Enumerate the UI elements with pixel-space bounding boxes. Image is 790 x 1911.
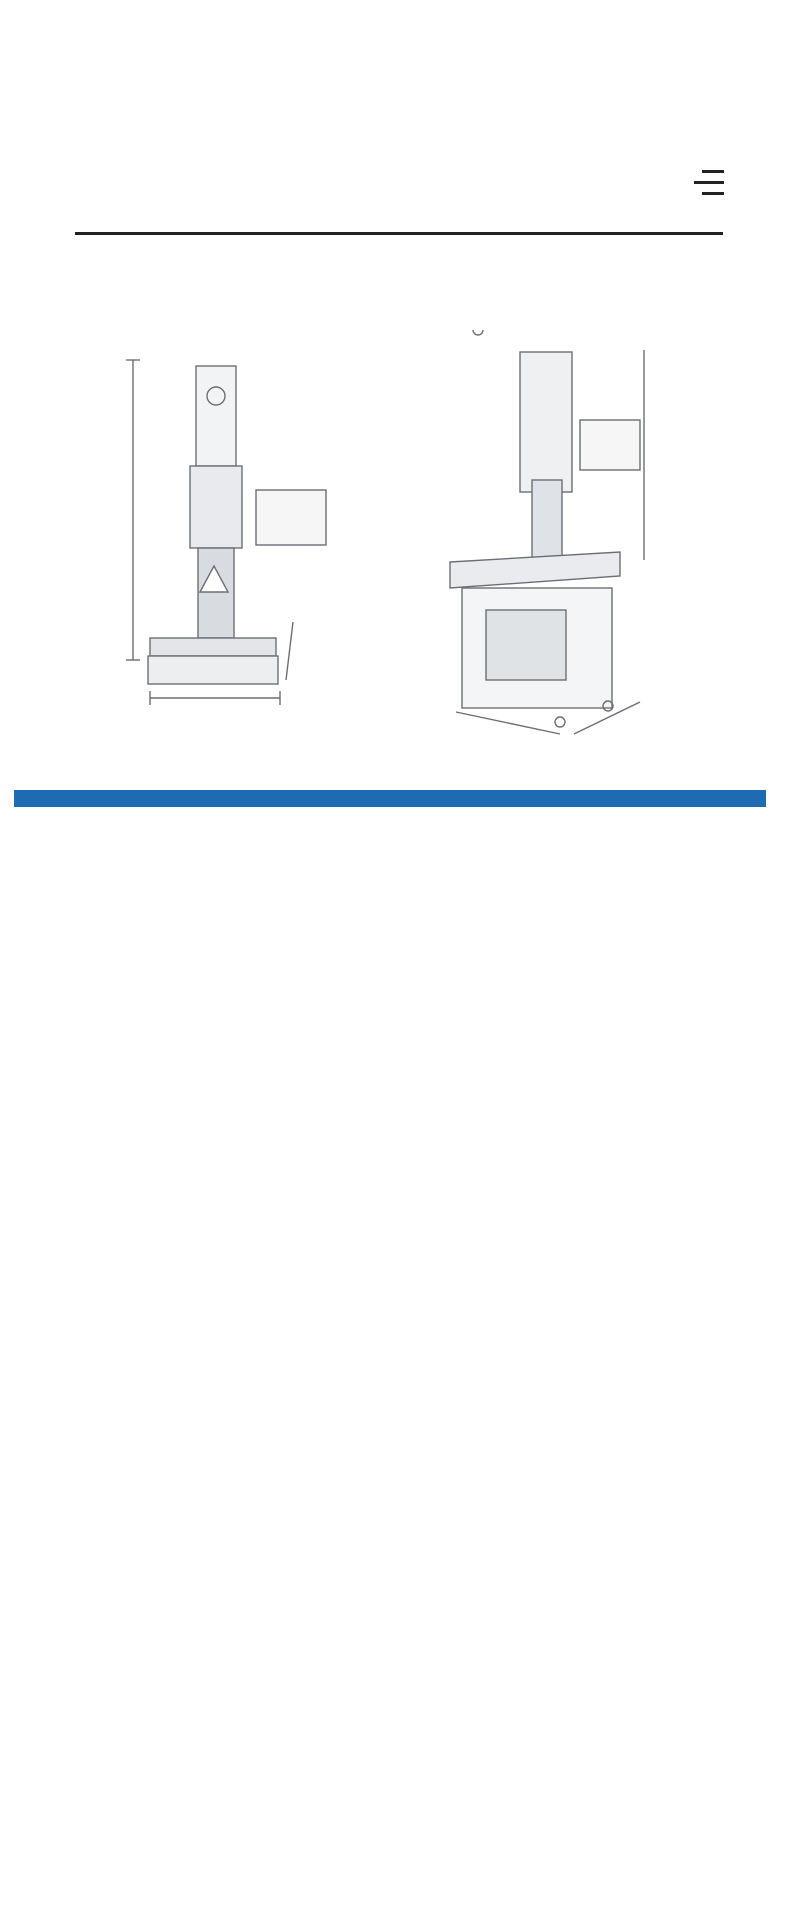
left-machine-drawing <box>126 360 326 705</box>
model-column-header <box>576 790 671 808</box>
table-header-label <box>14 790 196 808</box>
table-header-row <box>14 790 766 808</box>
model-column-header <box>291 790 386 808</box>
model-column-header <box>481 790 576 808</box>
model-column-header <box>196 790 291 808</box>
menu-icon[interactable] <box>694 170 724 198</box>
model-column-header <box>386 790 481 808</box>
machine-dimension-figure <box>0 330 790 770</box>
spec-table <box>14 790 766 808</box>
model-column-header <box>671 790 766 808</box>
right-machine-drawing <box>450 330 644 734</box>
header-divider <box>75 232 723 235</box>
